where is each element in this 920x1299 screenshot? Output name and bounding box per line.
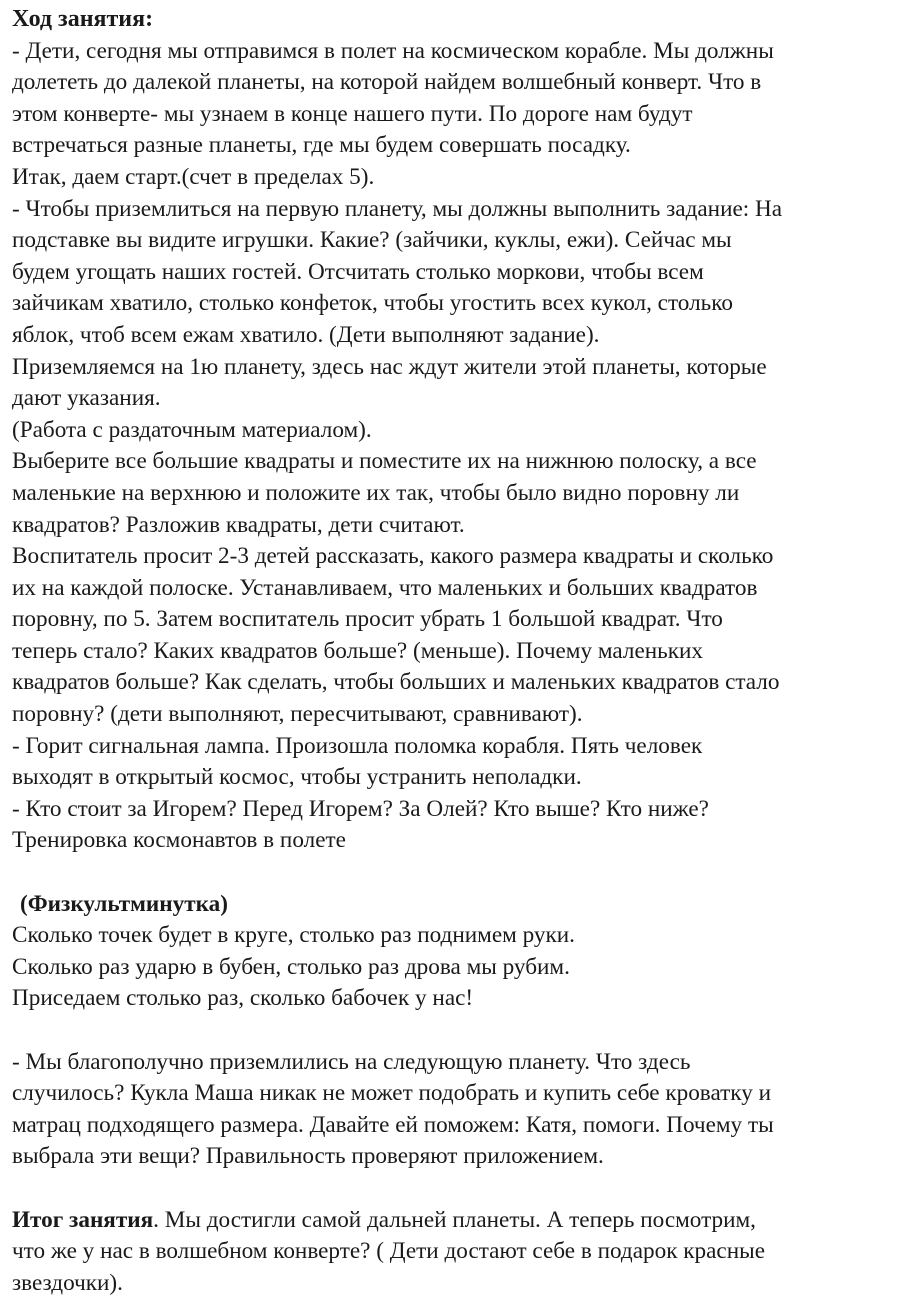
paragraph-gap: [12, 1015, 912, 1047]
text-line: яблок, чтоб всем ежам хватило. (Дети выполняют задание).: [12, 321, 600, 348]
text-line: их на каждой полоске. Устанавливаем, что маленьких и больших квадратов: [12, 574, 758, 601]
text-line: что же у нас в волшебном конверте? ( Дети достают себе в подарок красные: [12, 1238, 765, 1265]
text-line: теперь стало? Каких квадратов больше? (меньше). Почему маленьких: [12, 637, 703, 664]
text-line: Приземляемся на 1ю планету, здесь нас ждут жители этой планеты, которые: [12, 353, 767, 380]
text-line: этом конверте- мы узнаем в конце нашего пути. По дороге нам будут: [12, 100, 693, 127]
fizminutka-title: (Физкультминутка): [20, 890, 228, 917]
summary-label: Итог занятия: [12, 1206, 154, 1233]
fizminutka-section: [12, 889, 912, 1015]
text-line: будем угощать наших гостей. Отсчитать столько моркови, чтобы всем: [12, 258, 704, 285]
text-line: квадратов? Разложив квадраты, дети считают.: [12, 511, 465, 538]
text-line: (Работа с раздаточным материалом).: [12, 416, 372, 443]
lesson-body: [12, 36, 912, 857]
text-line: встречаться разные планеты, где мы будем совершать посадку.: [12, 132, 631, 159]
second-planet-section: [12, 1047, 912, 1173]
text-line: дают указания.: [12, 385, 161, 412]
text-line: Выберите все большие квадраты и поместите их на нижнюю полоску, а все: [12, 448, 757, 475]
text-line: поровну, по 5. Затем воспитатель просит убрать 1 большой квадрат. Что: [12, 606, 723, 633]
summary-first-text: . Мы достигли самой дальней планеты. А теперь посмотрим,: [153, 1206, 756, 1233]
text-line: Сколько точек будет в круге, столько раз поднимем руки.: [12, 922, 575, 949]
text-line: выходят в открытый космос, чтобы устранить неполадки.: [12, 764, 582, 791]
text-line: случилось? Кукла Маша никак не может подобрать и купить себе кроватку и: [12, 1080, 772, 1107]
text-line: - Чтобы приземлиться на первую планету, мы должны выполнить задание: На: [12, 195, 783, 222]
text-line: звездочки).: [12, 1269, 123, 1296]
text-line: Итак, даем старт.(счет в пределах 5).: [12, 163, 375, 190]
text-line: подставке вы видите игрушки. Какие? (зайчики, куклы, ежи). Сейчас мы: [12, 227, 732, 254]
text-line: квадратов больше? Как сделать, чтобы больших и маленьких квадратов стало: [12, 669, 780, 696]
text-line: - Кто стоит за Игорем? Перед Игорем? За Олей? Кто выше? Кто ниже?: [12, 795, 709, 822]
lesson-heading: Ход занятия:: [12, 6, 154, 32]
summary-first-line: [12, 1205, 912, 1237]
text-line: выбрала эти вещи? Правильность проверяют приложением.: [12, 1143, 604, 1170]
text-line: матрац подходящего размера. Давайте ей поможем: Катя, помоги. Почему ты: [12, 1111, 774, 1138]
text-line: маленькие на верхнюю и положите их так, чтобы было видно поровну ли: [12, 479, 740, 506]
text-line: - Дети, сегодня мы отправимся в полет на космическом корабле. Мы должны: [12, 37, 774, 64]
paragraph-gap: [12, 857, 912, 889]
text-line: Сколько раз ударю в бубен, столько раз дрова мы рубим.: [12, 953, 570, 980]
document-page: [12, 4, 912, 1299]
summary-section: [12, 1205, 912, 1299]
text-line: зайчикам хватило, столько конфеток, чтобы угостить всех кукол, столько: [12, 290, 733, 317]
text-line: - Мы благополучно приземлились на следующую планету. Что здесь: [12, 1048, 691, 1075]
text-line: - Горит сигнальная лампа. Произошла поломка корабля. Пять человек: [12, 732, 703, 759]
text-line: долететь до далекой планеты, на которой найдем волшебный конверт. Что в: [12, 69, 762, 96]
text-line: Тренировка космонавтов в полете: [12, 827, 346, 854]
text-line: поровну? (дети выполняют, пересчитывают, сравнивают).: [12, 701, 583, 728]
text-line: Приседаем столько раз, сколько бабочек у нас!: [12, 985, 474, 1012]
paragraph-gap: [12, 1173, 912, 1205]
text-line: Воспитатель просит 2-3 детей рассказать, какого размера квадраты и сколько: [12, 543, 774, 570]
